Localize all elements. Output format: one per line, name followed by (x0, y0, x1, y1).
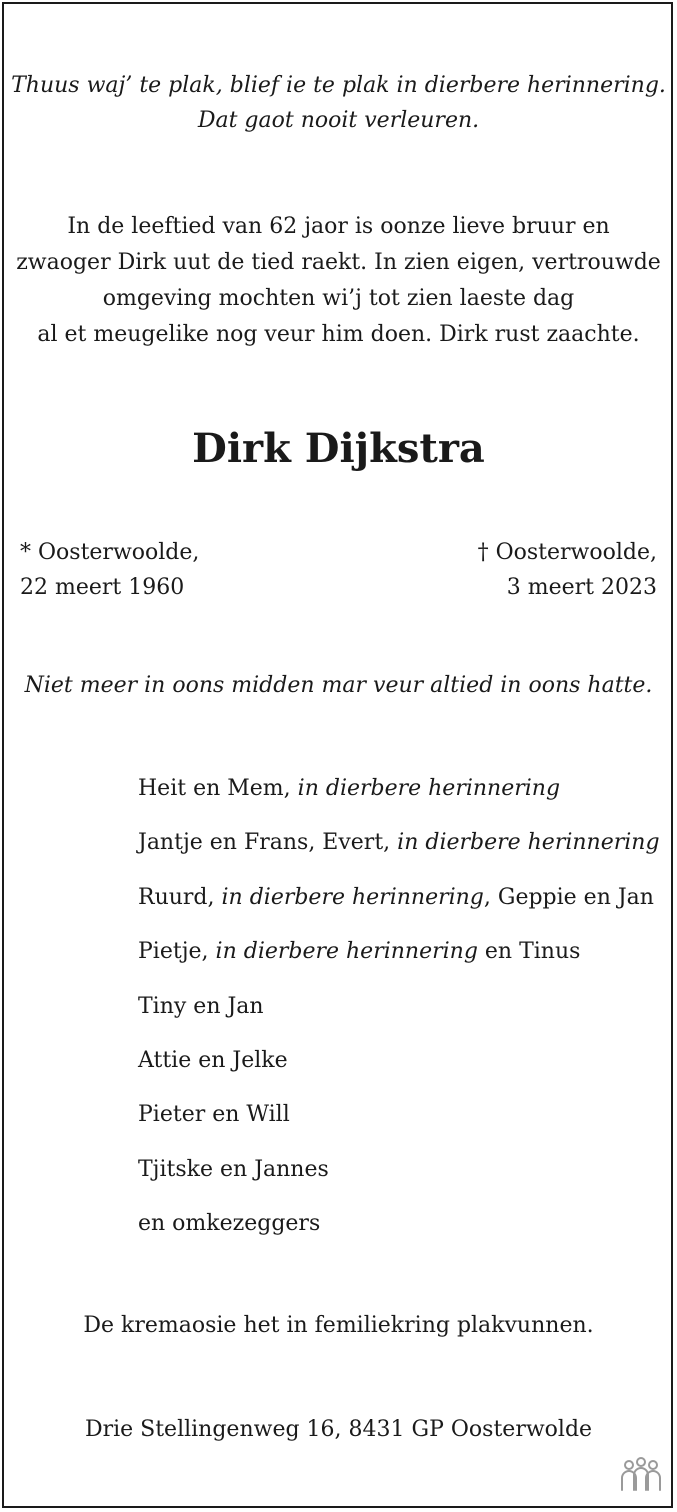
family-remembrance: in dierbere herinnering (397, 830, 660, 856)
quote-top-line-2: Dat gaot nooit verleuren. (197, 108, 480, 133)
family-names: en omkezeggers (138, 1211, 321, 1237)
birth-info (20, 535, 199, 605)
family-row (138, 825, 660, 879)
family-names: Ruurd, (138, 884, 222, 910)
family-row (138, 989, 660, 1043)
family-remembrance: in dierbere herinnering (215, 939, 478, 965)
family-remembrance: in dierbere herinnering (297, 776, 561, 801)
family-names: en Tinus (477, 939, 581, 965)
family-row (138, 1206, 660, 1260)
family-list (138, 771, 660, 1261)
family-row (138, 934, 660, 988)
birth-date: 22 meert 1960 (20, 575, 185, 600)
quote-middle: Niet meer in oons midden mar veur altied in oons hatte. (24, 673, 653, 698)
intro-line-3: omgeving mochten wi’j tot zien laeste dag (102, 286, 575, 311)
intro-line-1: In de leeftied van 62 jaor is oonze lieve bruur en (67, 214, 610, 239)
family-names: Tjitske en Jannes (138, 1156, 329, 1182)
address: Drie Stellingenweg 16, 8431 GP Oosterwolde (84, 1417, 593, 1442)
deceased-name: Dirk Dijkstra (192, 425, 485, 472)
birth-place: * Oosterwoolde, (20, 540, 200, 565)
family-names: Jantje en Frans, Evert, (138, 830, 398, 856)
intro-line-4: al et meugelike nog veur him doen. Dirk rust zaachte. (37, 322, 640, 347)
family-names: , Geppie en Jan (483, 884, 654, 910)
family-names: Tiny en Jan (138, 993, 264, 1019)
family-names: Heit en Mem, (138, 776, 298, 801)
family-names: Pietje, (138, 939, 216, 965)
family-remembrance: in dierbere herinnering (221, 884, 484, 910)
family-row (138, 1152, 660, 1206)
family-row (138, 1043, 660, 1097)
family-names: Pieter en Will (138, 1102, 290, 1128)
death-date: 3 meert 2023 (506, 575, 657, 600)
cremation-notice: De kremaosie het in femiliekring plakvunnen. (83, 1313, 594, 1338)
death-place: † Oosterwoolde, (477, 540, 657, 565)
people-group-icon (618, 1456, 664, 1496)
family-row (138, 771, 660, 825)
death-info (478, 535, 657, 605)
family-names: Attie en Jelke (138, 1047, 288, 1073)
intro-line-2: zwaoger Dirk uut de tied raekt. In zien eigen, vertrouwde (16, 250, 661, 275)
family-row (138, 880, 660, 934)
family-row (138, 1097, 660, 1151)
quote-top-line-1: Thuus waj’ te plak, blief ie te plak in dierbere herinnering. (11, 73, 666, 98)
